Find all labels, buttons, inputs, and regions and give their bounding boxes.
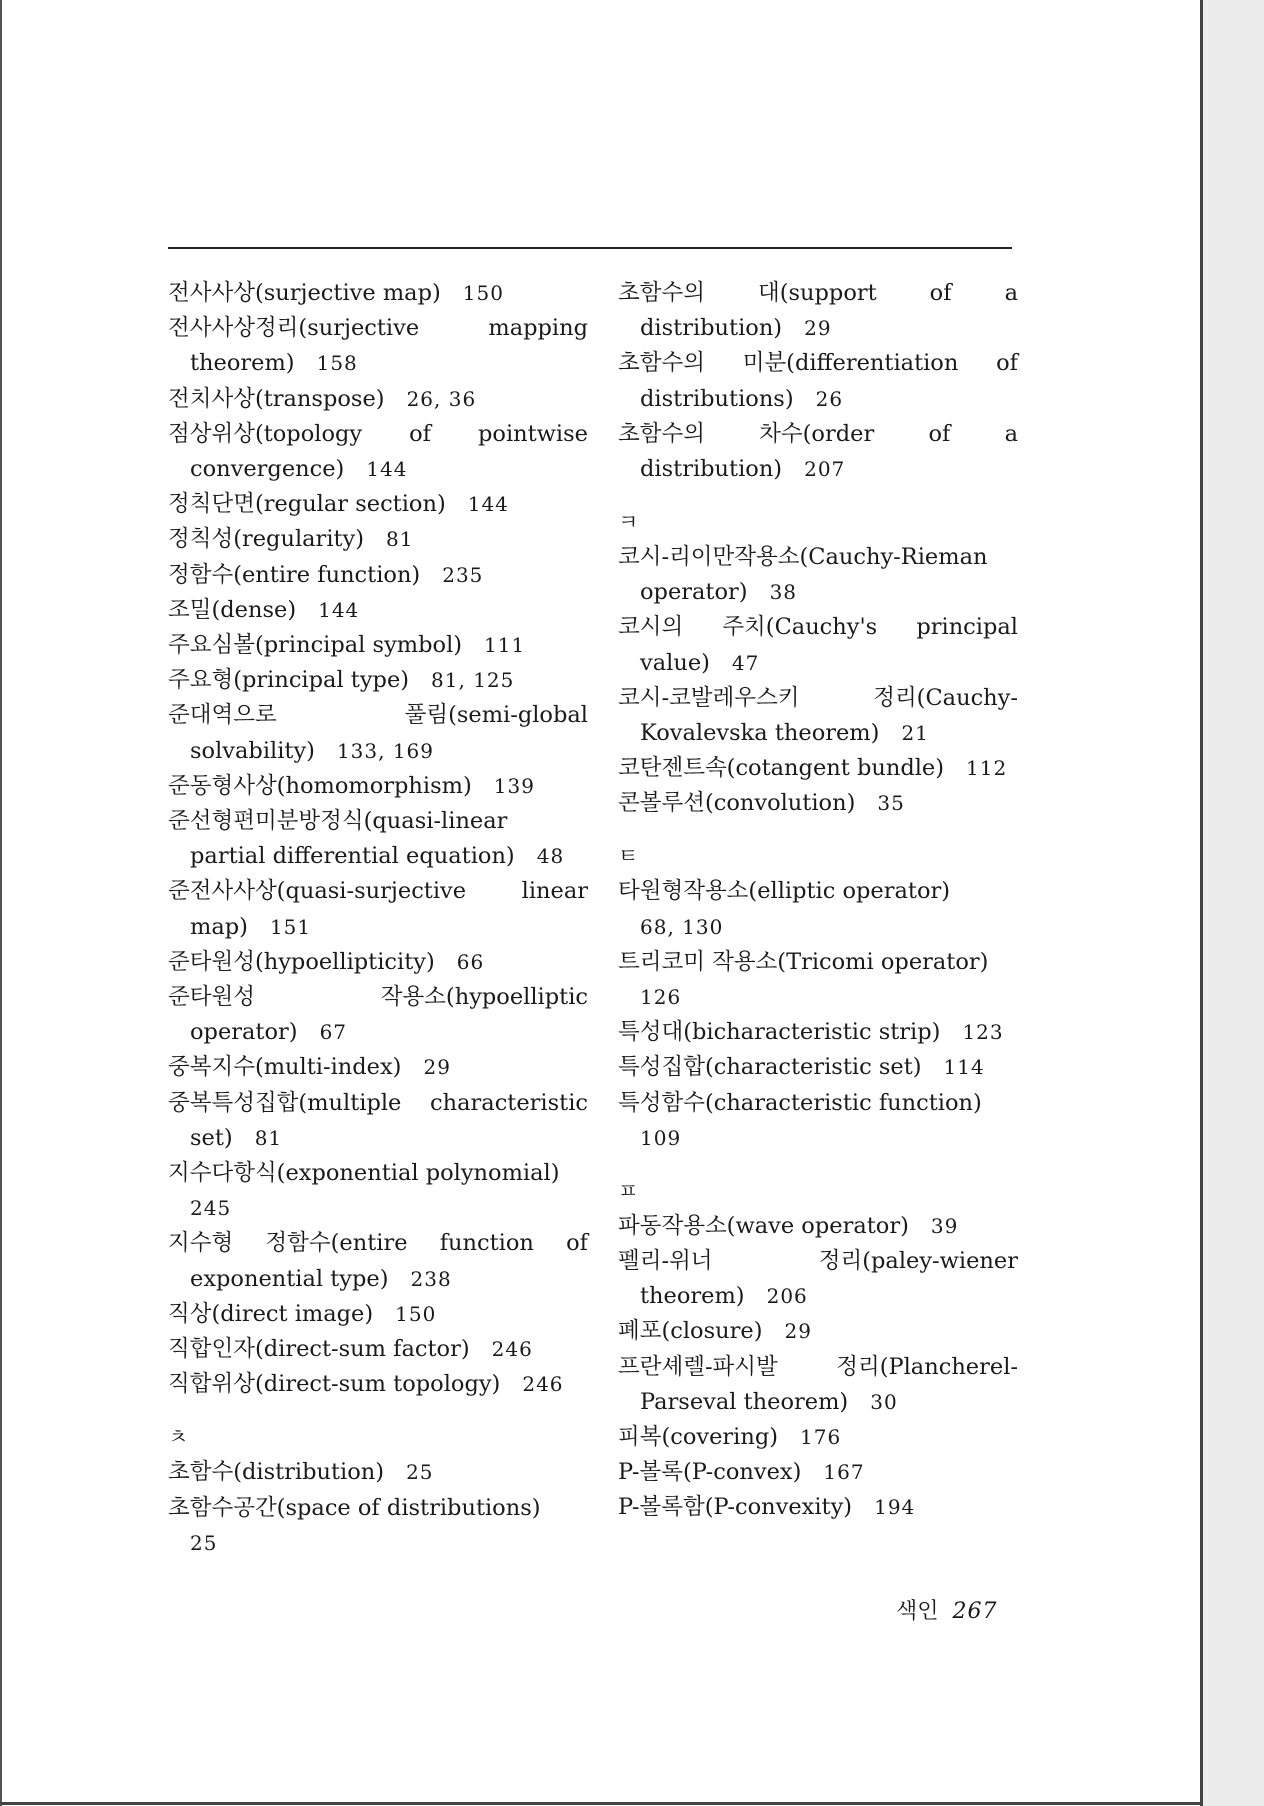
index-entry	[168, 1156, 588, 1226]
index-entry	[168, 804, 588, 874]
index-entry	[618, 945, 1018, 1015]
page-reference: 81, 125	[431, 668, 515, 693]
index-entry	[618, 1455, 1018, 1490]
index-entry	[168, 558, 588, 593]
index-entry	[618, 1420, 1018, 1455]
index-entry	[168, 874, 588, 944]
index-entry	[168, 628, 588, 663]
index-column-right	[618, 276, 1018, 1526]
page-reference: 29	[784, 1319, 812, 1344]
page-reference: 109	[640, 1125, 682, 1150]
page-reference: 144	[366, 457, 408, 482]
index-entry	[168, 769, 588, 804]
index-term: 파동작용소(wave operator)	[618, 1212, 909, 1239]
page-reference: 38	[769, 580, 798, 605]
page-reference: 35	[877, 791, 905, 816]
index-entry	[618, 1244, 1018, 1314]
index-term: 준타원성 작용소(hypoelliptic operator)	[168, 984, 588, 1046]
page-reference: 238	[410, 1266, 452, 1291]
page-reference: 158	[316, 351, 358, 376]
index-term: 직상(direct image)	[168, 1300, 374, 1327]
index-term: 조밀(dense)	[168, 596, 297, 623]
header-rule	[168, 247, 1012, 249]
page-reference: 81	[386, 527, 414, 552]
page-reference: 26	[815, 386, 844, 411]
page-reference: 207	[804, 457, 846, 482]
page-reference: 48	[536, 844, 565, 869]
section-heading: ㅊ	[168, 1425, 189, 1450]
index-entry	[168, 663, 588, 698]
index-entry	[618, 1015, 1018, 1050]
index-term: 특성함수(characteristic function)	[618, 1089, 982, 1116]
index-term: 초함수의 대(support of a distribution)	[618, 280, 1018, 342]
index-term: 초함수(distribution)	[168, 1459, 385, 1486]
index-entry	[168, 1297, 588, 1332]
index-term: 코시의 주치(Cauchy's principal value)	[618, 614, 1018, 676]
page-reference: 25	[406, 1460, 434, 1485]
index-term: 코탄젠트속(cotangent bundle)	[618, 755, 945, 782]
index-term: 직합위상(direct-sum topology)	[168, 1371, 501, 1398]
page-reference: 112	[966, 756, 1008, 781]
page-reference: 123	[962, 1020, 1004, 1045]
page-reference: 246	[491, 1337, 533, 1362]
index-term: 점상위상(topology of pointwise convergence)	[168, 420, 588, 483]
index-entry	[168, 276, 588, 311]
section-heading: ㅋ	[618, 509, 639, 534]
index-entry	[618, 1050, 1018, 1085]
index-term: 정칙단면(regular section)	[168, 491, 446, 518]
viewer-margin	[1203, 0, 1264, 1806]
index-entry	[168, 487, 588, 522]
index-term: 주요형(principal type)	[168, 667, 410, 694]
index-term: 코시-코발레우스키 정리(Cauchy-Kovalevska theorem)	[618, 684, 1018, 747]
index-term: 전사사상(surjective map)	[168, 280, 441, 306]
index-entry	[618, 681, 1018, 751]
index-term: 피복(covering)	[618, 1424, 779, 1451]
index-term: 준전사사상(quasi-surjective linear map)	[168, 878, 588, 940]
page-edge-left	[0, 0, 2, 1806]
index-term: 트리코미 작용소(Tricomi operator)	[618, 948, 989, 975]
index-term: 펠리-위너 정리(paley-wiener theorem)	[618, 1248, 1018, 1310]
index-term: 중복특성집합(multiple characteristic set)	[168, 1089, 588, 1151]
index-term: 지수다항식(exponential polynomial)	[168, 1160, 560, 1187]
index-term: 전치사상(transpose)	[168, 385, 385, 412]
page-reference: 206	[766, 1284, 808, 1309]
index-term: 직합인자(direct-sum factor)	[168, 1336, 470, 1363]
index-entry	[618, 346, 1018, 416]
index-term: 초함수의 미분(differentiation of distributions)	[618, 350, 1018, 412]
index-term: P-볼록함(P-convexity)	[618, 1494, 853, 1521]
index-entry	[168, 311, 588, 381]
page-reference: 26, 36	[406, 386, 477, 411]
page-reference: 68, 130	[640, 914, 724, 939]
index-entry	[618, 874, 1018, 944]
page-reference: 133, 169	[336, 738, 434, 763]
page-reference: 29	[804, 316, 832, 341]
index-entry	[168, 980, 588, 1050]
page-reference: 67	[319, 1020, 348, 1045]
page-reference: 21	[901, 721, 929, 746]
page-reference: 151	[269, 914, 312, 939]
index-entry	[618, 610, 1018, 680]
index-term: 준타원성(hypoellipticity)	[168, 948, 435, 975]
index-entry	[168, 593, 588, 628]
index-term: 타원형작용소(elliptic operator)	[618, 878, 951, 905]
page-reference: 66	[456, 949, 485, 974]
index-entry	[168, 1332, 588, 1367]
page-reference: 235	[442, 562, 484, 587]
index-term: 전사사상정리(surjective mapping theorem)	[168, 315, 588, 377]
index-entry	[168, 417, 588, 487]
page-reference: 25	[190, 1530, 218, 1555]
index-term: 중복지수(multi-index)	[168, 1054, 402, 1081]
page-reference: 111	[484, 633, 526, 658]
page-reference: 176	[800, 1425, 842, 1450]
index-entry	[618, 1350, 1018, 1420]
index-entry	[618, 417, 1018, 487]
page-reference: 246	[522, 1372, 564, 1397]
index-entry	[618, 1209, 1018, 1244]
index-term: 준선형편미분방정식(quasi-linear partial differential equation)	[168, 808, 515, 870]
page-reference: 150	[395, 1301, 437, 1326]
index-term: 코시-리이만작용소(Cauchy-Rieman operator)	[618, 544, 988, 606]
page-reference: 81	[254, 1125, 283, 1150]
index-term: 특성집합(characteristic set)	[618, 1054, 922, 1081]
index-term: 준대역으로 풀림(semi-global solvability)	[168, 702, 588, 764]
index-entry	[168, 1086, 588, 1156]
index-term: 주요심볼(principal symbol)	[168, 632, 463, 659]
page-reference: 29	[423, 1055, 451, 1080]
page-reference: 139	[493, 773, 535, 798]
index-entry	[168, 945, 588, 980]
index-entry	[168, 1455, 588, 1490]
index-entry	[618, 276, 1018, 346]
section-gap	[618, 487, 1018, 505]
page-reference: 144	[318, 597, 360, 622]
section-gap	[168, 1403, 588, 1421]
index-entry	[168, 698, 588, 768]
page-reference: 47	[731, 650, 760, 675]
index-term: 정칙성(regularity)	[168, 526, 365, 553]
page-reference: 30	[870, 1389, 898, 1414]
page-reference: 114	[943, 1055, 985, 1080]
index-entry	[618, 786, 1018, 821]
index-entry	[168, 1226, 588, 1296]
index-term: 정함수(entire function)	[168, 561, 421, 588]
index-entry	[618, 1490, 1018, 1525]
index-term: 초함수의 차수(order of a distribution)	[618, 420, 1018, 483]
index-entry	[168, 382, 588, 417]
section-heading: ㅌ	[618, 844, 639, 869]
page-reference: 144	[467, 492, 509, 517]
index-entry	[618, 751, 1018, 786]
section-label: 색인	[896, 1599, 939, 1624]
index-term: 지수형 정함수(entire function of exponential type)	[168, 1230, 588, 1292]
index-entry	[168, 522, 588, 557]
page-reference: 126	[640, 985, 682, 1010]
index-term: 초함수공간(space of distributions)	[168, 1494, 541, 1521]
index-term: P-볼록(P-convex)	[618, 1459, 802, 1486]
index-term: 특성대(bicharacteristic strip)	[618, 1019, 941, 1046]
section-gap	[618, 1156, 1018, 1174]
page-reference: 194	[874, 1495, 916, 1520]
page-reference: 245	[190, 1196, 232, 1221]
page-reference: 167	[823, 1460, 865, 1485]
index-term: 폐포(closure)	[618, 1318, 763, 1345]
index-term: 콘볼루션(convolution)	[618, 790, 856, 817]
index-entry	[168, 1367, 588, 1402]
index-column-left	[168, 276, 588, 1561]
index-entry	[618, 540, 1018, 610]
section-heading: ㅍ	[618, 1178, 639, 1203]
page-edge-bottom	[0, 1802, 1203, 1805]
index-entry	[168, 1491, 588, 1561]
page-reference: 150	[462, 281, 504, 305]
section-gap	[618, 822, 1018, 840]
index-entry	[168, 1050, 588, 1085]
index-term: 프란셰렐-파시발 정리(Plancherel-Parseval theorem)	[618, 1353, 1018, 1415]
page-reference: 39	[930, 1213, 959, 1238]
index-term: 준동형사상(homomorphism)	[168, 772, 472, 799]
index-entry	[618, 1314, 1018, 1349]
index-entry	[618, 1086, 1018, 1156]
page-number: 267	[952, 1599, 998, 1624]
page-footer	[896, 1594, 998, 1625]
